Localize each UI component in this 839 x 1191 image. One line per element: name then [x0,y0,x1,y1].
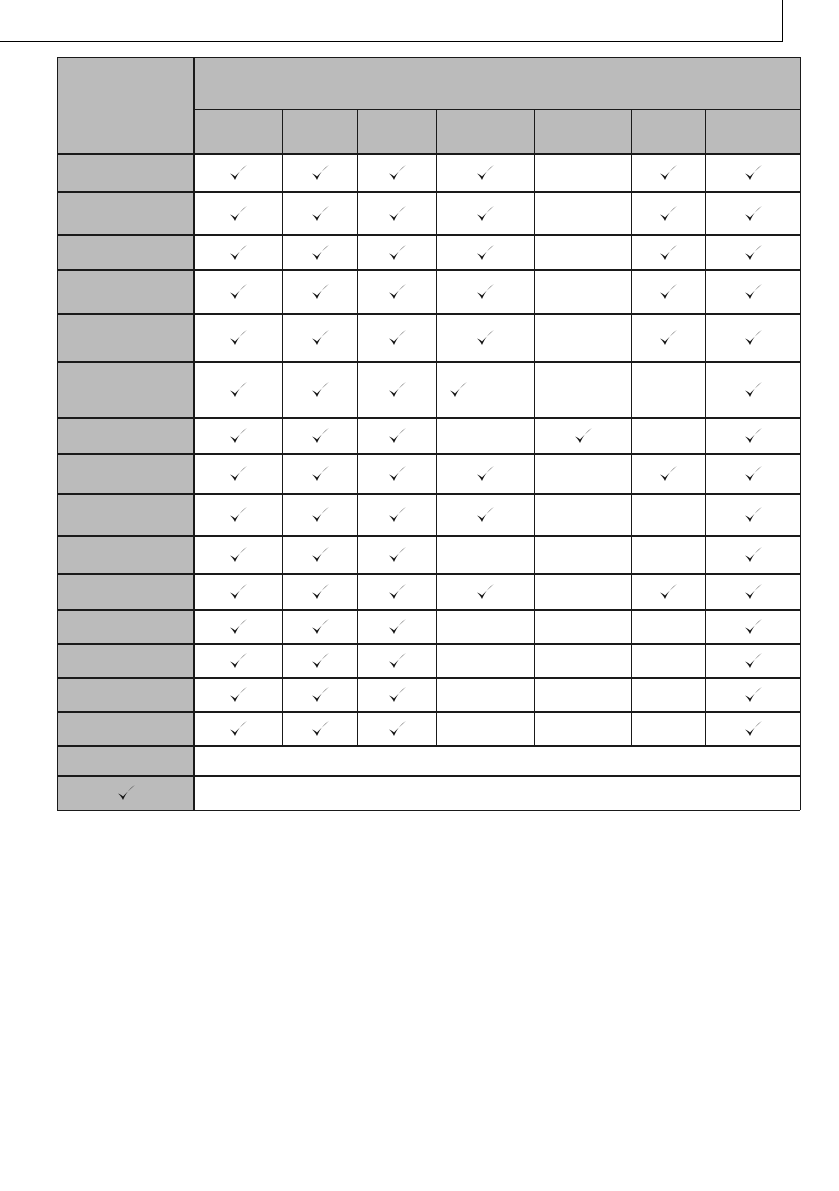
table-cell [534,362,631,418]
table-cell [631,235,705,270]
table-cell [705,192,800,235]
checkmark-icon [228,282,248,302]
checkmark-icon [310,163,330,183]
checkmark-icon [387,204,407,224]
checkmark-icon [475,505,495,525]
checkmark-icon [228,163,248,183]
checkmark-icon [228,380,248,400]
grid-line [57,269,800,271]
table-cell [357,270,436,314]
table-cell [631,154,705,192]
checkmark-icon [387,328,407,348]
grid-line [57,57,800,58]
table-cell [705,362,800,418]
table-cell [282,235,357,270]
grid-line [57,535,800,537]
table-cell [705,536,800,574]
row-label [57,270,194,314]
table-cell [705,494,800,536]
checkmark-icon [310,328,330,348]
table-cell [631,192,705,235]
checkmark-icon [228,243,248,263]
checkmark-icon [387,582,407,602]
checkmark-icon [228,328,248,348]
row-label [57,712,194,746]
table-cell [194,678,282,712]
table-cell [357,574,436,610]
checkmark-icon [310,505,330,525]
checkmark-icon [658,243,678,263]
table-cell [436,574,534,610]
table-cell [705,235,800,270]
row-label [57,494,194,536]
row-label [57,644,194,678]
table-cell [357,678,436,712]
checkmark-icon [658,204,678,224]
checkmark-icon [743,505,763,525]
table-cell [534,270,631,314]
checkmark-icon [475,243,495,263]
table-cell [631,454,705,494]
table-cell [194,192,282,235]
table-cell [534,418,631,454]
table-cell [357,362,436,418]
table-cell [282,644,357,678]
table-cell [282,314,357,362]
checkmark-icon [743,685,763,705]
checkmark-icon [387,282,407,302]
legend-text [194,746,800,776]
checkmark-icon [228,617,248,637]
table-cell [631,610,705,644]
table-cell [357,235,436,270]
grid-line [631,109,632,746]
row-label [57,235,194,270]
table-cell [534,192,631,235]
checkmark-icon [743,617,763,637]
grid-line [57,573,800,575]
legend-text [194,776,800,810]
row-label [57,454,194,494]
column-header [436,109,534,154]
checkmark-icon [743,545,763,565]
table-cell [534,454,631,494]
table-cell [436,610,534,644]
table-cell [357,192,436,235]
table-cell [436,678,534,712]
table-cell [357,536,436,574]
checkmark-icon [228,719,248,739]
checkmark-icon [310,282,330,302]
table-cell [282,678,357,712]
table-cell [194,494,282,536]
table-cell [282,192,357,235]
checkmark-icon [743,328,763,348]
table-cell [194,454,282,494]
checkmark-icon [310,651,330,671]
row-label [57,536,194,574]
table-cell [534,235,631,270]
grid-line [357,109,358,746]
grid-line [57,417,800,419]
checkmark-icon [228,505,248,525]
table-cell [436,192,534,235]
grid-line [57,609,800,611]
table-cell [357,644,436,678]
grid-line [57,775,800,777]
row-label [57,154,194,192]
table-cell [631,314,705,362]
grid-line [57,153,800,155]
checkmark-icon [573,426,593,446]
table-cell [631,270,705,314]
table-cell [194,644,282,678]
crop-mark-horizontal [0,41,782,42]
table-cell [705,154,800,192]
table-cell [436,536,534,574]
checkmark-icon [228,426,248,446]
table-cell [357,610,436,644]
grid-line [57,711,800,713]
grid-line [436,109,437,746]
grid-line [800,57,801,810]
table-cell [194,235,282,270]
table-cell [357,418,436,454]
table-cell [436,418,534,454]
table-cell [631,494,705,536]
row-label [57,314,194,362]
table-cell [534,154,631,192]
table-cell [194,712,282,746]
table-cell [194,270,282,314]
checkmark-icon [228,685,248,705]
table-cell [436,270,534,314]
checkmark-icon [475,582,495,602]
table-cell [436,454,534,494]
table-cell [282,418,357,454]
checkmark-icon [387,719,407,739]
row-label [57,192,194,235]
checkmark-icon [387,464,407,484]
checkmark-icon [743,204,763,224]
table-cell [194,574,282,610]
checkmark-icon [743,426,763,446]
grid-line [193,57,195,810]
table-cell [436,154,534,192]
row-label [57,610,194,644]
column-header [194,109,282,154]
table-cell [194,362,282,418]
checkmark-icon [310,204,330,224]
checkmark-icon [475,328,495,348]
table-cell [282,712,357,746]
table-cell [705,270,800,314]
checkmark-icon [658,282,678,302]
table-cell [357,454,436,494]
table-cell [282,536,357,574]
checkmark-icon [387,380,407,400]
checkmark-icon [475,282,495,302]
column-header [705,109,800,154]
table-cell [534,536,631,574]
table-cell [357,494,436,536]
grid-line [57,191,800,193]
table-cell [705,712,800,746]
table-cell [631,362,705,418]
table-cell [436,235,534,270]
table-cell [705,418,800,454]
checkmark-icon [658,582,678,602]
table-cell [436,314,534,362]
table-cell [357,154,436,192]
checkmark-icon [310,617,330,637]
table-cell [282,154,357,192]
checkmark-icon [387,617,407,637]
table-cell [534,678,631,712]
checkmark-icon [228,464,248,484]
checkmark-icon [387,243,407,263]
table-cell [534,644,631,678]
checkmark-icon [310,426,330,446]
grid-line [57,361,800,363]
checkmark-icon [743,651,763,671]
table-cell [534,610,631,644]
row-label [57,362,194,418]
table-cell [705,678,800,712]
grid-line [57,313,800,315]
table-cell [436,712,534,746]
row-label [57,574,194,610]
table-cell [282,610,357,644]
table-cell [194,536,282,574]
column-header [631,109,705,154]
checkmark-icon [116,783,136,803]
table-cell [631,644,705,678]
checkmark-icon [475,163,495,183]
checkmark-icon [475,464,495,484]
column-header [534,109,631,154]
grid-line [57,643,800,645]
checkmark-icon [743,282,763,302]
row-label [57,678,194,712]
table-cell [282,270,357,314]
checkmark-icon [310,545,330,565]
grid-line [534,109,535,746]
grid-line [57,745,800,747]
checkmark-icon [387,685,407,705]
table-cell [705,610,800,644]
table-cell [282,574,357,610]
checkmark-icon [310,685,330,705]
checkmark-icon [658,328,678,348]
checkmark-icon [228,582,248,602]
legend-symbol [57,776,194,810]
legend-symbol [57,746,194,776]
table-cell [705,574,800,610]
checkmark-icon [228,545,248,565]
table-cell [194,418,282,454]
grid-line [57,677,800,679]
checkmark-icon [310,380,330,400]
table-cell [282,494,357,536]
table-cell [436,644,534,678]
checkmark-icon [743,719,763,739]
checkmark-icon [387,505,407,525]
column-header [357,109,436,154]
checkmark-icon [475,204,495,224]
grid-line [57,57,58,810]
row-label [57,418,194,454]
checkmark-icon [658,163,678,183]
checkmark-icon [658,464,678,484]
table-cell [357,314,436,362]
grid-line [57,234,800,236]
table-cell [705,314,800,362]
table-cell [534,494,631,536]
grid-line [57,493,800,495]
checkmark-icon [743,380,763,400]
table-cell [705,644,800,678]
table-cell [534,574,631,610]
checkmark-icon [228,204,248,224]
grid-line [57,810,800,811]
checkmark-icon [228,651,248,671]
grid-line [194,109,800,110]
table-cell [436,362,534,418]
table-cell [436,494,534,536]
table-cell [631,712,705,746]
table-cell [705,454,800,494]
checkmark-icon [743,582,763,602]
checkmark-icon [387,545,407,565]
checkmark-icon [743,243,763,263]
checkmark-icon [743,464,763,484]
checkmark-icon [310,582,330,602]
table-cell [282,362,357,418]
table-cell [534,712,631,746]
table-cell [631,418,705,454]
column-header [282,109,357,154]
checkmark-icon [387,426,407,446]
table-cell [631,536,705,574]
table-corner-header [57,57,194,154]
checkmark-icon [310,719,330,739]
checkmark-icon [448,380,468,400]
crop-mark-vertical [782,0,783,42]
checkmark-icon [387,163,407,183]
grid-line [282,109,283,746]
grid-line [57,453,800,455]
table-cell [357,712,436,746]
table-cell [631,678,705,712]
table-cell [194,610,282,644]
table-cell [631,574,705,610]
checkmark-icon [387,651,407,671]
checkmark-icon [310,464,330,484]
table-cell [534,314,631,362]
checkmark-icon [743,163,763,183]
table-cell [282,454,357,494]
grid-line [705,109,706,746]
checkmark-icon [310,243,330,263]
table-cell [194,154,282,192]
table-cell [194,314,282,362]
